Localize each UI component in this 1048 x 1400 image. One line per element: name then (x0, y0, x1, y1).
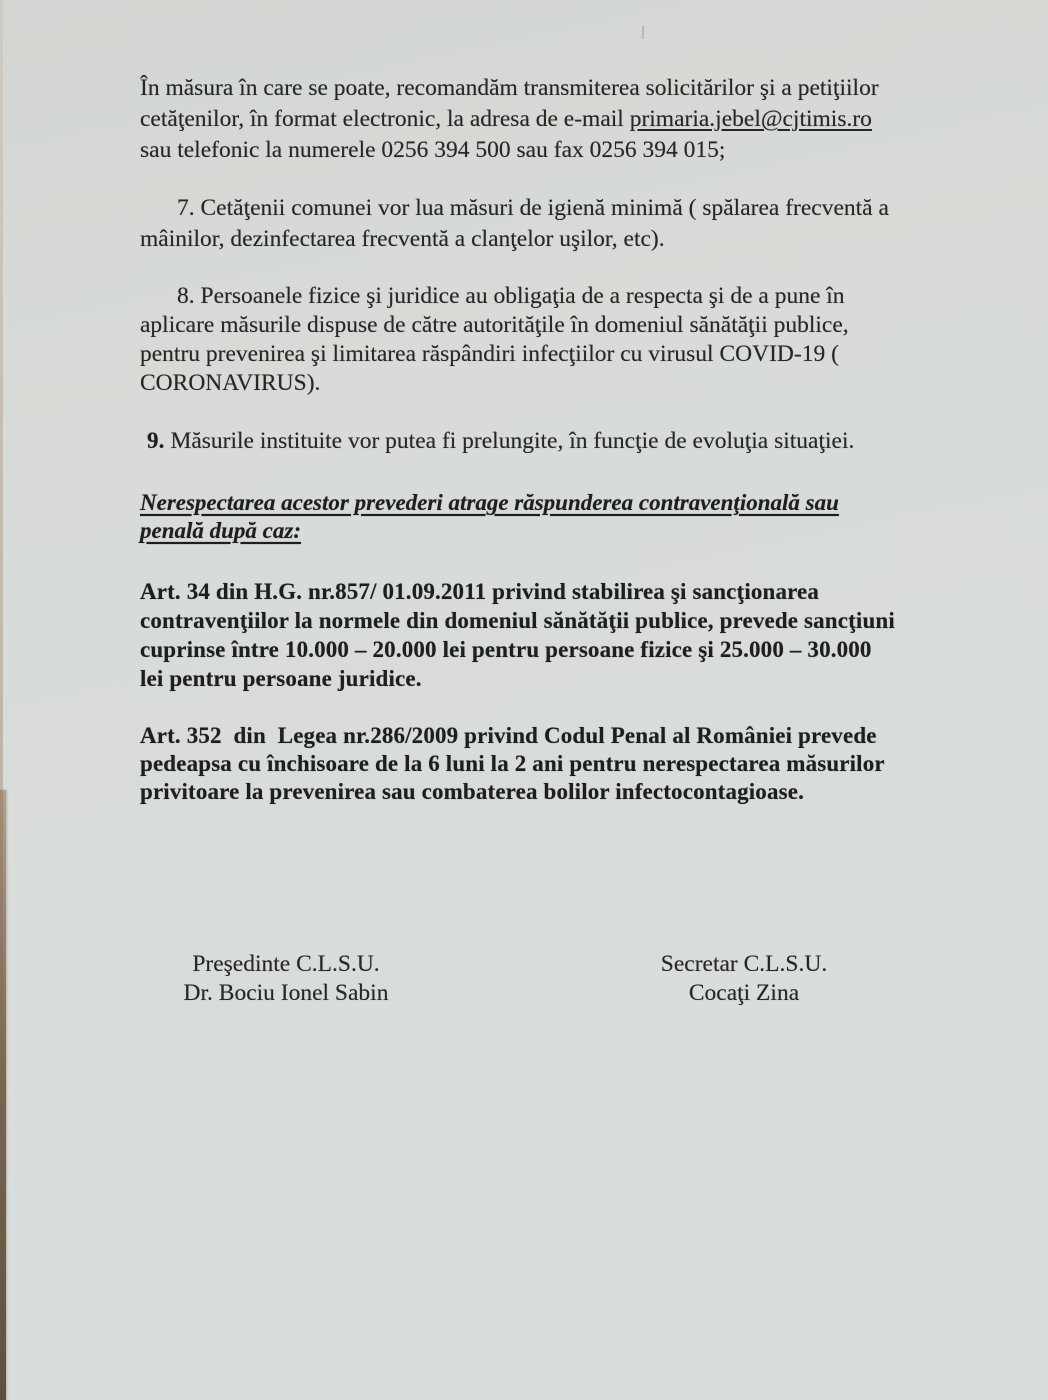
president-title: Preşedinte C.L.S.U. (192, 951, 380, 977)
intro-line-2-text: cetăţenilor, în format electronic, la adresa de e-mail (140, 106, 630, 132)
item8-line-1: 8. Persoanele fizice şi juridice au obligaţia de a respecta şi de a pune în (177, 283, 845, 309)
item7-line-1: 7. Cetăţenii comunei vor lua măsuri de igienă minimă ( spălarea frecventă a (177, 195, 889, 221)
art352-line-2: pedeapsa cu închisoare de la 6 luni la 2 ani pentru nerespectarea măsurilor (140, 751, 885, 776)
item8-line-4: CORONAVIRUS). (140, 370, 321, 396)
paragraph-intro (140, 73, 879, 166)
art34-line-1: Art. 34 din H.G. nr.857/ 01.09.2011 privind stabilirea şi sancţionarea (140, 579, 820, 604)
warning-heading (140, 489, 839, 545)
secretary-name: Cocaţi Zina (688, 980, 800, 1006)
scan-speck-artifact (642, 26, 644, 39)
president-name: Dr. Bociu Ionel Sabin (183, 980, 389, 1006)
art352-line-3: privitoare la prevenirea sau combaterea bolilor infectocontagioase. (140, 779, 804, 804)
item9-number: 9. (147, 428, 165, 453)
paragraph-item-7 (140, 193, 889, 255)
paragraph-item-8 (140, 282, 849, 398)
email-address: primaria.jebel@cjtimis.ro (629, 106, 872, 132)
item9-text: Măsurile instituite vor putea fi prelungite, în funcţie de evoluţia situaţiei. (164, 428, 855, 454)
signature-secretary (614, 950, 874, 1008)
paragraph-item-9 (140, 425, 854, 457)
warning-line-2: penală după caz: (140, 518, 301, 543)
paragraph-art-352 (140, 722, 885, 806)
secretary-title: Secretar C.L.S.U. (660, 951, 828, 977)
art34-line-3: cuprinse între 10.000 – 20.000 lei pentru persoane fizice şi 25.000 – 30.000 (140, 637, 872, 662)
paragraph-art-34 (140, 577, 895, 693)
warning-line-1: Nerespectarea acestor prevederi atrage răspunderea contravenţională sau (140, 490, 839, 515)
item8-line-3: pentru prevenirea şi limitarea răspândiri infecţiilor cu virusul COVID-19 ( (140, 341, 839, 367)
art34-line-2: contravenţiilor la normele din domeniul sănătăţii publice, prevede sancţiuni (140, 608, 895, 633)
signature-president (156, 950, 416, 1008)
item9-line-1 (140, 425, 854, 457)
scan-edge-strip (0, 790, 6, 1400)
intro-line-3: sau telefonic la numerele 0256 394 500 sau fax 0256 394 015; (140, 137, 726, 163)
intro-line-1: În măsura în care se poate, recomandăm transmiterea solicitărilor şi a petiţiilor (140, 75, 879, 101)
item7-line-2: mâinilor, dezinfectarea frecventă a clanţelor uşilor, etc). (140, 226, 665, 252)
art352-line-1: Art. 352 din Legea nr.286/2009 privind Codul Penal al României prevede (140, 723, 877, 748)
art34-line-4: lei pentru persoane juridice. (140, 666, 422, 691)
intro-line-2 (140, 104, 879, 135)
item8-line-2: aplicare măsurile dispuse de către autorităţile în domeniul sănătăţii publice, (140, 312, 849, 338)
